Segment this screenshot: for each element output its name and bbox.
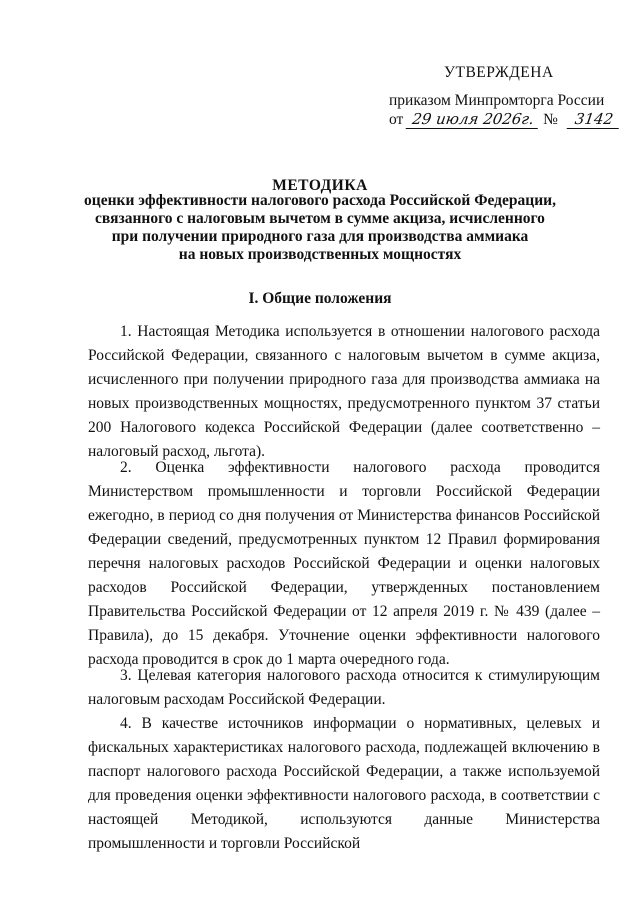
paragraph-3: 3. Целевая категория налогового расхода относится к стимулирующим налоговым расходам Российской Федерации. xyxy=(88,667,600,708)
document-subtitle xyxy=(60,192,580,264)
approval-order-line: приказом Минпромторга России xyxy=(389,92,605,109)
paragraph-1: 1. Настоящая Методика используется в отношении налогового расхода Российской Федерации, связанного с налоговым вычетом в сумме акциза, исчисленного при получении природного газа для производства аммиака на новых производственных мощностях, предусмотренного пунктом 37 статьи 200 Налогового кодекса Российской Федерации (далее соответственно – налоговый расход, льгота). xyxy=(88,323,600,460)
paragraph-2: 2. Оценка эффективности налогового расхода проводится Министерством промышленности и торговли Российской Федерации ежегодно, в период со дня получения от Министерства финансов Российской Федерации сведений, предусмотренных пунктом 12 Правил формирования перечня налоговых расходов Российской Федерации и оценки налоговых расходов Российской Федерации, утвержденных постановлением Правительства Российской Федерации от 12 апреля 2019 г. № 439 (далее – Правила), до 15 декабря. Уточнение оценки эффективности налогового расхода проводится в срок до 1 марта очередного года. xyxy=(88,459,600,668)
approval-stamp-title: УТВЕРЖДЕНА xyxy=(444,64,554,81)
subtitle-line: связанного с налоговым вычетом в сумме акциза, исчисленного xyxy=(95,210,545,227)
subtitle-line: оценки эффективности налогового расхода Российской Федерации, xyxy=(84,192,556,209)
paragraph-4: 4. В качестве источников информации о нормативных, целевых и фискальных характеристиках налогового расхода, подлежащей включению в паспорт налогового расхода Российской Федерации, а также используемой для проведения оценки эффективности налогового расхода, в соответствии с настоящей Методикой, используются данные Министерства промышленности и торговли Российской xyxy=(88,715,600,852)
approval-date-number-line xyxy=(389,110,620,129)
document-title: МЕТОДИКА xyxy=(272,177,368,194)
handwritten-number: 3142 xyxy=(566,110,621,129)
subtitle-line: на новых производственных мощностях xyxy=(178,246,462,263)
handwritten-date: 29 июля 2026г. xyxy=(406,110,541,129)
number-label: № xyxy=(543,111,558,128)
subtitle-line: при получении природного газа для производства аммиака xyxy=(111,228,529,245)
from-label: от xyxy=(389,111,404,128)
section-heading: I. Общие положения xyxy=(248,290,392,307)
